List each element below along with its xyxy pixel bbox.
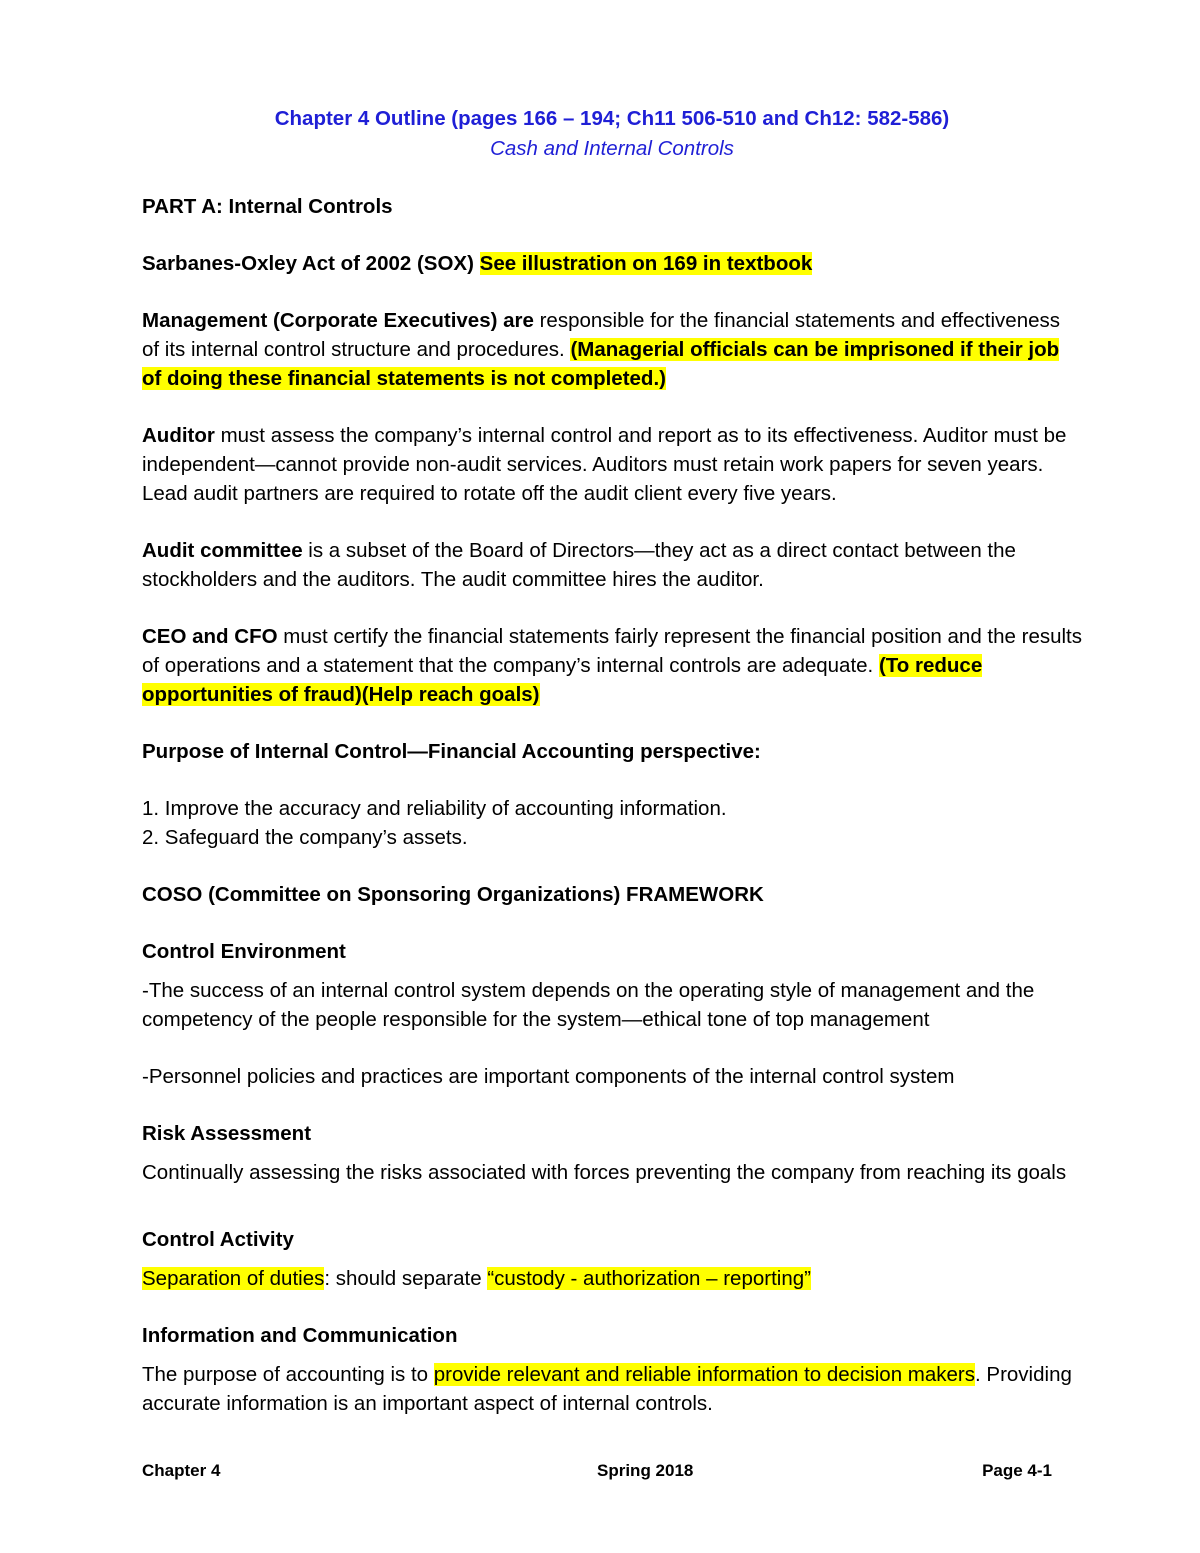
auditor-paragraph — [142, 421, 1082, 508]
sox-label: Sarbanes-Oxley Act of 2002 (SOX) — [142, 252, 474, 275]
control-activity-heading: Control Activity — [142, 1228, 294, 1251]
part-a-heading: PART A: Internal Controls — [142, 195, 393, 218]
info-comm-text — [142, 1360, 1082, 1418]
auditor-text: must assess the company’s internal control and report as to its effectiveness. Auditor must be independent—cannot provide non-audit services. Auditors must retain work papers for seven years. Lead audit partners are required to rotate off the audit client every five years. — [142, 424, 1067, 505]
footer-page-number: Page 4-1 — [982, 1461, 1052, 1480]
sox-highlight: See illustration on 169 in textbook — [479, 252, 813, 275]
info-comm-highlight: provide relevant and reliable information to decision makers — [433, 1363, 976, 1386]
list-item: 1. Improve the accuracy and reliability of accounting information. — [142, 797, 727, 820]
ceo-cfo-highlight: (To reduce opportunities of fraud)(Help reach goals) — [142, 654, 983, 706]
info-comm-heading: Information and Communication — [142, 1324, 458, 1347]
purpose-heading: Purpose of Internal Control—Financial Accounting perspective: — [142, 740, 761, 763]
management-paragraph — [142, 306, 1082, 393]
management-label: Management (Corporate Executives) are — [142, 309, 534, 332]
control-activity-text — [142, 1264, 1082, 1293]
document-page — [142, 104, 1082, 1418]
control-activity-highlight-1: Separation of duties — [142, 1267, 325, 1290]
audit-committee-label: Audit committee — [142, 539, 303, 562]
coso-heading: COSO (Committee on Sponsoring Organizations) FRAMEWORK — [142, 883, 764, 906]
control-activity-highlight-2: “custody - authorization – reporting” — [487, 1267, 811, 1290]
info-comm-body-2: . Providing accurate information is an important aspect of internal controls. — [142, 1363, 1072, 1415]
management-highlight: (Managerial officials can be imprisoned if their job of doing these financial statements is not completed.) — [142, 338, 1060, 390]
page-title: Chapter 4 Outline (pages 166 – 194; Ch11 506-510 and Ch12: 582-586) — [274, 107, 950, 130]
page-subtitle: Cash and Internal Controls — [490, 137, 734, 160]
page-footer — [142, 1461, 1052, 1485]
management-text: responsible for the financial statements and effectiveness of its internal control structure and procedures. — [142, 309, 1060, 361]
footer-chapter: Chapter 4 — [142, 1461, 221, 1480]
sox-paragraph — [142, 249, 1082, 278]
control-activity-body: : should separate — [324, 1267, 488, 1290]
audit-committee-paragraph — [142, 536, 1082, 594]
title-block — [142, 104, 1082, 164]
risk-assessment-text: Continually assessing the risks associated with forces preventing the company from reaching its goals — [142, 1161, 1067, 1184]
ceo-cfo-text: must certify the financial statements fairly represent the financial position and the results of operations and a statement that the company’s internal controls are adequate. — [142, 625, 1083, 677]
control-environment-heading: Control Environment — [142, 940, 346, 963]
ceo-cfo-label: CEO and CFO — [142, 625, 278, 648]
info-comm-body-1: The purpose of accounting is to — [142, 1363, 434, 1386]
control-environment-p2: -Personnel policies and practices are important components of the internal control system — [142, 1065, 955, 1088]
audit-committee-text: is a subset of the Board of Directors—they act as a direct contact between the stockholders and the auditors. The audit committee hires the auditor. — [142, 539, 1016, 591]
list-item: 2. Safeguard the company’s assets. — [142, 826, 468, 849]
footer-term: Spring 2018 — [597, 1461, 694, 1480]
ceo-cfo-paragraph — [142, 622, 1082, 709]
risk-assessment-heading: Risk Assessment — [142, 1122, 312, 1145]
auditor-label: Auditor — [142, 424, 215, 447]
purpose-list — [142, 794, 1082, 852]
control-environment-p1: -The success of an internal control system depends on the operating style of management and the competency of the people responsible for the system—ethical tone of top management — [142, 979, 1035, 1031]
